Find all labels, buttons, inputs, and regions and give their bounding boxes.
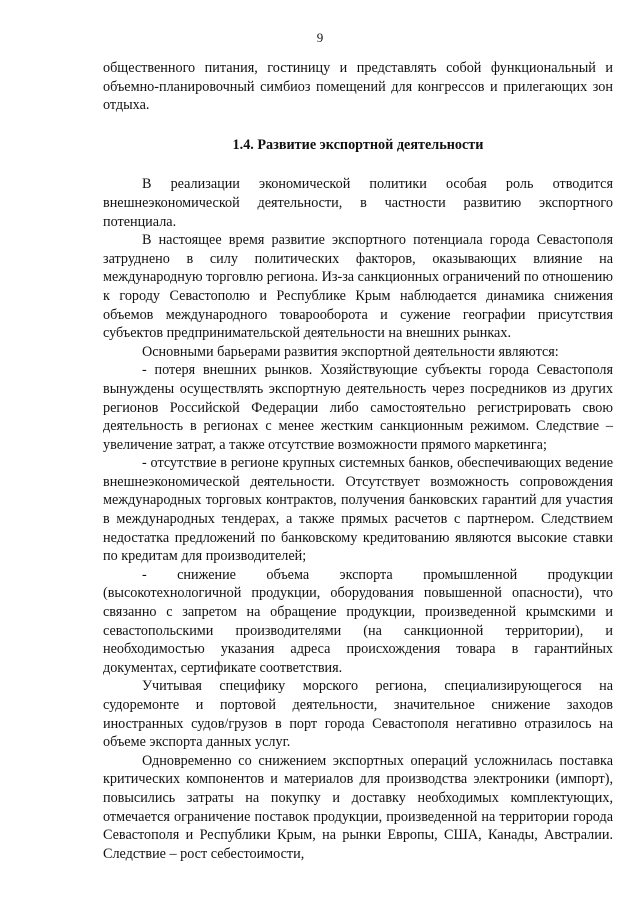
paragraph-export-potential: В настоящее время развитие экспортного потенциала города Севастополя затруднено в силу политических факторов, оказывающих влияние на международную торговлю региона. Из-за санкционных ограничений по отношению к городу Севастополю и Республике Крым наблюдается динамика снижения объемов международного товарооборота и сужение географии присутствия субъектов предпринимательской деятельности на внешних рынках. [103,232,613,342]
list-item-export-decline: - снижение объема экспорта промышленной продукции (высокотехнологичной продукции, оборудования повышенной опасности), что связанно с запретом на обращение продукции, произведенной крымскими и севастопольскими производителями (на санкционной территории), и необходимостью указания адреса происхождения товара в гарантийных документах, сертификате соответствия. [103,566,613,676]
page-content [103,59,613,863]
paragraph-maritime: Учитывая специфику морского региона, специализирующегося на судоремонте и портовой деятельности, значительное снижение заходов иностранных судов/грузов в порт города Севастополя негативно отразилось на объеме экспорта данных услуг. [103,678,613,751]
paragraph-import: Одновременно со снижением экспортных операций усложнилась поставка критических компонентов и материалов для производства электроники (импорт), повысились затраты на покупку и доставку необходимых комплектующих, отмечается ограничение поставок продукции, произведенной на территории города Севастополя и Республики Крым, на рынки Европы, США, Канады, Австралии. Следствие – рост себестоимости, [103,752,613,862]
page-number: 9 [316,30,324,45]
paragraph-barriers-intro: Основными барьерами развития экспортной деятельности являются: [142,343,559,360]
list-item-market-loss: - потеря внешних рынков. Хозяйствующие субъекты города Севастополя вынуждены осуществлять экспортную деятельность через посредников из других регионов Российской Федерации либо самостоятельно регистрировать свою деятельность в регионах с менее жестким санкционным режимом. Следствие – увеличение затрат, а также отсутствие возможности прямого маркетинга; [103,362,613,453]
intro-paragraph: общественного питания, гостиницу и представлять собой функциональный и объемно-планировочный симбиоз помещений для конгрессов и прилегающих зон отдыха. [103,60,613,114]
section-heading: 1.4. Развитие экспортной деятельности [232,136,484,153]
list-item-banks: - отсутствие в регионе крупных системных банков, обеспечивающих ведение внешнеэкономической деятельности. Отсутствует возможность сопровождения международных торговых контрактов, получения банковских гарантий для участия в международных тендерах, а также прямых расчетов с партнером. Следствием недостатка предложений по банковскому кредитованию являются высокие ставки по кредитам для производителей; [103,455,613,565]
paragraph-economic-policy: В реализации экономической политики особая роль отводится внешнеэкономической деятельности, в частности развитию экспортного потенциала. [103,176,613,230]
